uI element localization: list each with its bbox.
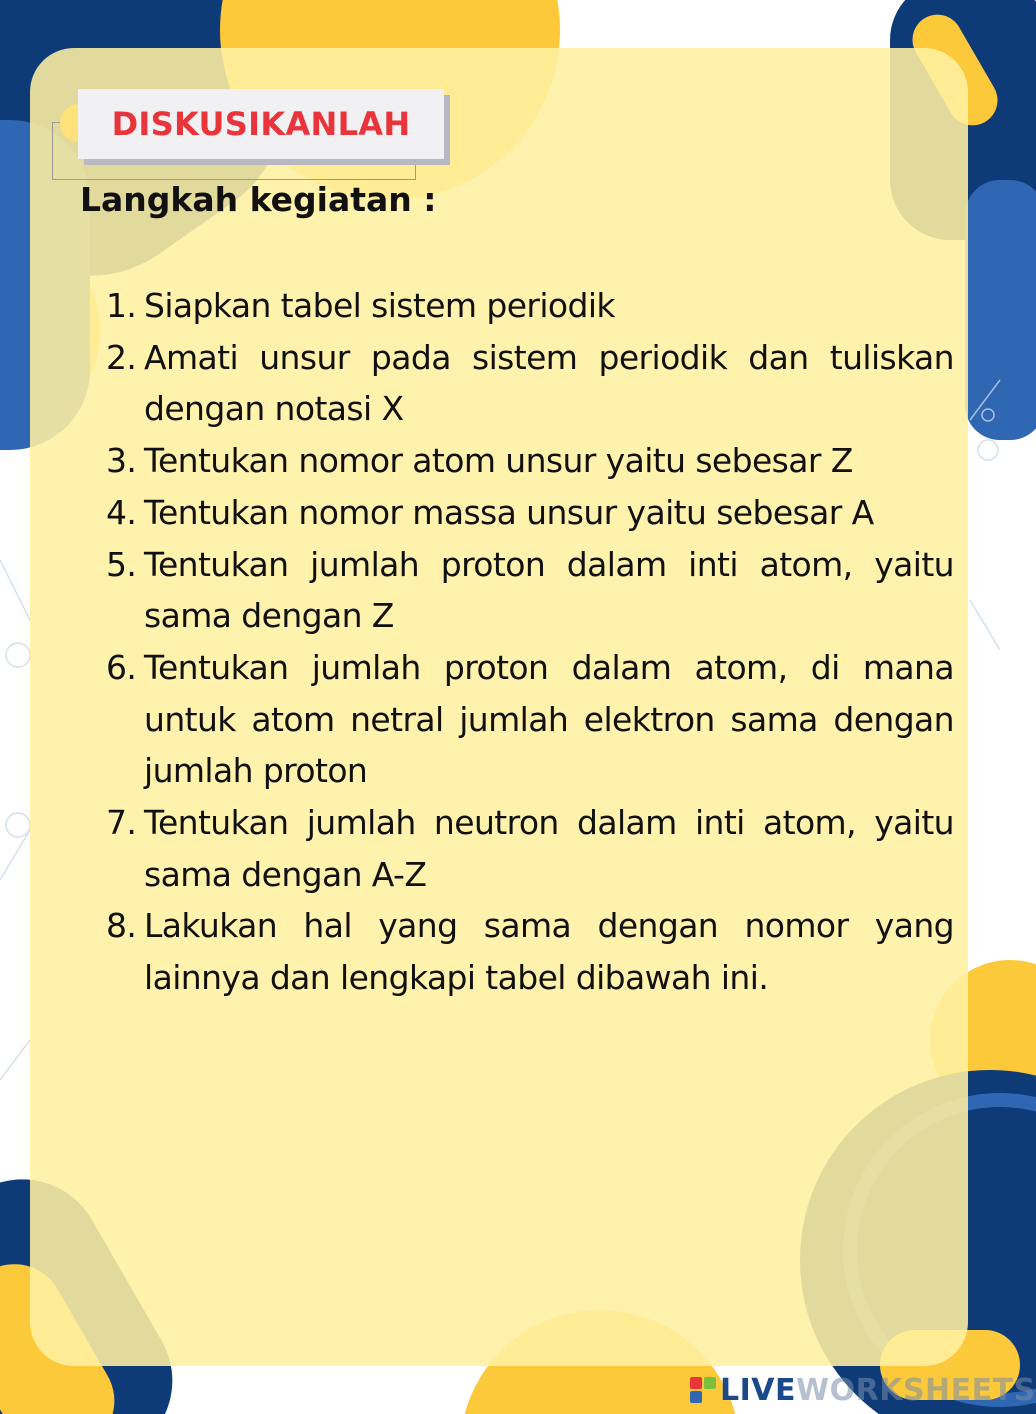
bg-shape-blue-right bbox=[965, 180, 1036, 440]
step-text: Lakukan hal yang sama dengan nomor yang lainnya dan lengkapi tabel dibawah ini. bbox=[144, 906, 954, 998]
section-badge bbox=[78, 89, 444, 159]
step-text: Tentukan jumlah proton dalam atom, di mana untuk atom netral jumlah elektron sama dengan jumlah proton bbox=[144, 647, 954, 791]
badge-label: DISKUSIKANLAH bbox=[111, 105, 411, 143]
step-number: 6. bbox=[106, 647, 137, 687]
watermark-text-worksheets: WORKSHEETS bbox=[796, 1372, 1036, 1408]
step-number: 7. bbox=[106, 803, 137, 843]
step-item bbox=[106, 280, 954, 332]
step-item bbox=[106, 487, 954, 539]
step-number: 1. bbox=[106, 286, 137, 325]
step-number: 5. bbox=[106, 544, 137, 584]
step-text: Amati unsur pada sistem periodik dan tuliskan dengan notasi X bbox=[144, 337, 954, 429]
steps-list bbox=[106, 280, 954, 1004]
step-item bbox=[106, 539, 954, 642]
step-number: 2. bbox=[106, 337, 137, 377]
step-item bbox=[106, 642, 954, 797]
step-item bbox=[106, 435, 954, 487]
step-text: Siapkan tabel sistem periodik bbox=[144, 286, 615, 325]
step-number: 3. bbox=[106, 441, 137, 481]
watermark-text-live: LIVE bbox=[720, 1372, 796, 1408]
page-heading: Langkah kegiatan : bbox=[80, 180, 437, 219]
step-number: 8. bbox=[106, 906, 137, 946]
liveworksheets-logo-icon bbox=[690, 1377, 716, 1403]
step-text: Tentukan jumlah proton dalam inti atom, yaitu sama dengan Z bbox=[144, 544, 954, 636]
step-item bbox=[106, 332, 954, 435]
step-text: Tentukan jumlah neutron dalam inti atom, yaitu sama dengan A-Z bbox=[144, 803, 954, 894]
step-item bbox=[106, 900, 954, 1003]
step-text: Tentukan nomor massa unsur yaitu sebesar A bbox=[144, 492, 874, 532]
step-item bbox=[106, 797, 954, 900]
liveworksheets-watermark bbox=[690, 1372, 1036, 1408]
step-number: 4. bbox=[106, 492, 137, 532]
step-text: Tentukan nomor atom unsur yaitu sebesar Z bbox=[144, 441, 853, 481]
